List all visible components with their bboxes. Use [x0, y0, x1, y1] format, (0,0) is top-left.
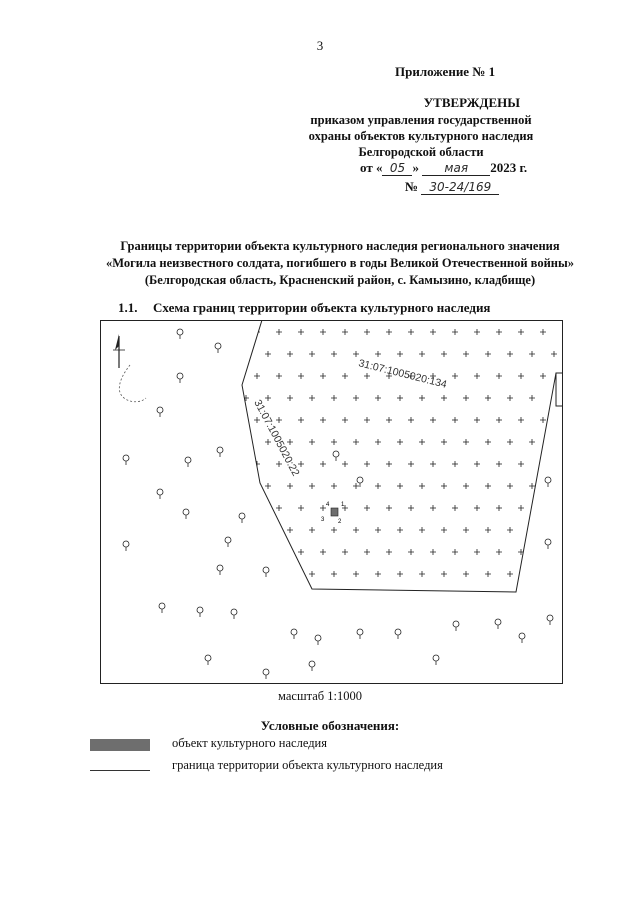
tree-icon — [453, 621, 459, 631]
date-day: 05 — [382, 161, 412, 176]
approved-line: приказом управления государственной — [310, 113, 532, 127]
section-number: 1.1. — [118, 300, 138, 315]
document-title — [60, 238, 620, 289]
tree-icon — [315, 635, 321, 645]
section-heading — [118, 300, 490, 316]
map-frame — [101, 321, 563, 684]
approved-heading: УТВЕРЖДЕНЫ — [423, 95, 520, 110]
tree-icon — [225, 537, 231, 547]
number-prefix: № — [405, 179, 419, 194]
tree-icon — [519, 633, 525, 643]
title-line: «Могила неизвестного солдата, погибшего в годы Великой Отечественной войны» — [105, 256, 575, 270]
neighbor-boundary — [556, 373, 563, 406]
tree-icon — [215, 343, 221, 353]
approved-line: Белгородской области — [358, 145, 484, 159]
point-label: 1 — [341, 502, 345, 508]
approved-line: охраны объектов культурного наследия — [308, 129, 534, 143]
date-month: мая — [422, 161, 490, 176]
north-arrow-icon — [113, 334, 146, 402]
tree-icon — [547, 615, 553, 625]
tree-icon — [177, 329, 183, 339]
tree-icon — [395, 629, 401, 639]
title-line: Границы территории объекта культурного наследия регионального значения — [120, 239, 560, 253]
legend-swatch-object — [90, 739, 150, 751]
approved-order-text — [271, 112, 571, 160]
tree-icon — [197, 607, 203, 617]
section-title: Схема границ территории объекта культурного наследия — [153, 300, 491, 315]
legend-label: граница территории объекта культурного наследия — [172, 758, 443, 772]
tree-icon — [157, 407, 163, 417]
tree-icon — [185, 457, 191, 467]
title-line: (Белгородская область, Красненский район, с. Камызино, кладбище) — [144, 273, 536, 287]
heritage-object — [321, 502, 345, 525]
tree-icon — [309, 661, 315, 671]
cadastral-label-top: 31:07:1005020:134 — [357, 357, 449, 391]
page-number: 3 — [316, 38, 324, 53]
tree-icon — [239, 513, 245, 523]
cadastral-label-left: 31:07:1005020:22 — [251, 397, 302, 479]
legend-label: объект культурного наследия — [172, 736, 327, 750]
tree-icon — [263, 669, 269, 679]
tree-icon — [177, 373, 183, 383]
heritage-object-marker — [331, 508, 338, 516]
point-label: 3 — [321, 517, 325, 523]
number-value: 30-24/169 — [421, 180, 499, 195]
legend-title: Условные обозначения: — [260, 718, 400, 733]
tree-icon — [545, 477, 551, 487]
tree-icon — [231, 609, 237, 619]
boundary-map — [100, 320, 563, 684]
date-prefix: от « — [360, 160, 383, 175]
tree-icon — [495, 619, 501, 629]
legend-item-object — [90, 736, 327, 752]
order-number — [405, 179, 499, 195]
tree-symbols — [123, 329, 553, 679]
tree-icon — [123, 541, 129, 551]
tree-icon — [263, 567, 269, 577]
tree-icon — [333, 451, 339, 461]
tree-icon — [123, 455, 129, 465]
legend-item-boundary — [90, 758, 443, 774]
appendix-label: Приложение № 1 — [395, 64, 496, 79]
tree-icon — [291, 629, 297, 639]
point-label: 4 — [326, 502, 330, 508]
date-mid: » — [412, 160, 419, 175]
tree-icon — [433, 655, 439, 665]
tree-icon — [157, 489, 163, 499]
tree-icon — [217, 565, 223, 575]
tree-icon — [205, 655, 211, 665]
map-scale: масштаб 1:1000 — [278, 689, 362, 703]
tree-icon — [357, 477, 363, 487]
tree-icon — [357, 629, 363, 639]
tree-icon — [217, 447, 223, 457]
point-label: 2 — [338, 519, 342, 525]
legend-swatch-boundary — [90, 770, 150, 771]
tree-icon — [545, 539, 551, 549]
tree-icon — [159, 603, 165, 613]
date-year: 2023 г. — [490, 160, 528, 175]
tree-icon — [183, 509, 189, 519]
approval-date — [360, 160, 527, 176]
